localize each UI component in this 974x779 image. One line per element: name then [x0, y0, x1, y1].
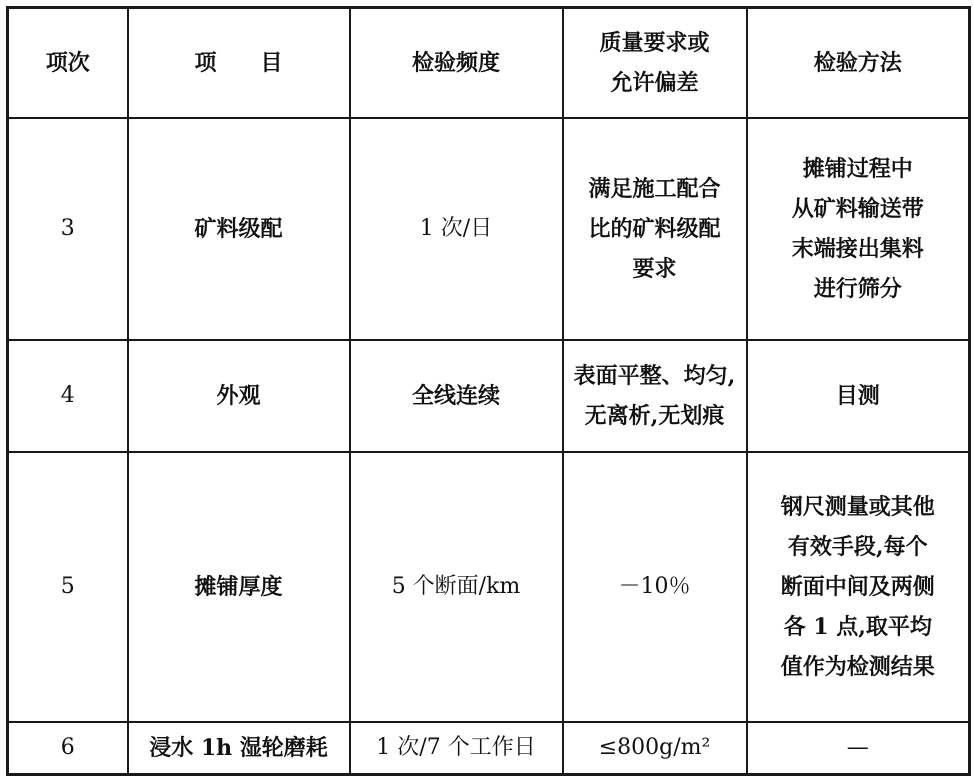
- row-item: 摊铺厚度: [128, 452, 350, 722]
- row-method: 钢尺测量或其他 有效手段,每个 断面中间及两侧 各 1 点,取平均 值作为检测结果: [747, 452, 970, 722]
- row-method: 摊铺过程中 从矿料输送带 末端接出集料 进行筛分: [747, 118, 970, 340]
- table-header-row: [8, 8, 970, 118]
- row-frequency: 全线连续: [350, 340, 563, 452]
- row-frequency: 1 次/7 个工作日: [350, 722, 563, 775]
- table-row: [8, 118, 970, 340]
- row-item: 外观: [128, 340, 350, 452]
- row-no: 5: [8, 452, 128, 722]
- header-requirement: 质量要求或 允许偏差: [563, 8, 747, 118]
- row-no: 4: [8, 340, 128, 452]
- row-method: 目测: [747, 340, 970, 452]
- row-requirement: －10％: [563, 452, 747, 722]
- inspection-table: [6, 6, 971, 776]
- row-item: 浸水 1h 湿轮磨耗: [128, 722, 350, 775]
- row-no: 6: [8, 722, 128, 775]
- row-frequency: 5 个断面/km: [350, 452, 563, 722]
- header-method: 检验方法: [747, 8, 970, 118]
- row-method: —: [747, 722, 970, 775]
- header-item-no: 项次: [8, 8, 128, 118]
- row-frequency: 1 次/日: [350, 118, 563, 340]
- row-item: 矿料级配: [128, 118, 350, 340]
- header-frequency: 检验频度: [350, 8, 563, 118]
- table-row: [8, 452, 970, 722]
- header-item: 项 目: [128, 8, 350, 118]
- row-requirement: 满足施工配合 比的矿料级配 要求: [563, 118, 747, 340]
- table-row: [8, 722, 970, 775]
- table-row: [8, 340, 970, 452]
- row-requirement: ≤800g/m²: [563, 722, 747, 775]
- row-no: 3: [8, 118, 128, 340]
- inspection-table-container: [6, 6, 968, 773]
- row-requirement: 表面平整、均匀, 无离析,无划痕: [563, 340, 747, 452]
